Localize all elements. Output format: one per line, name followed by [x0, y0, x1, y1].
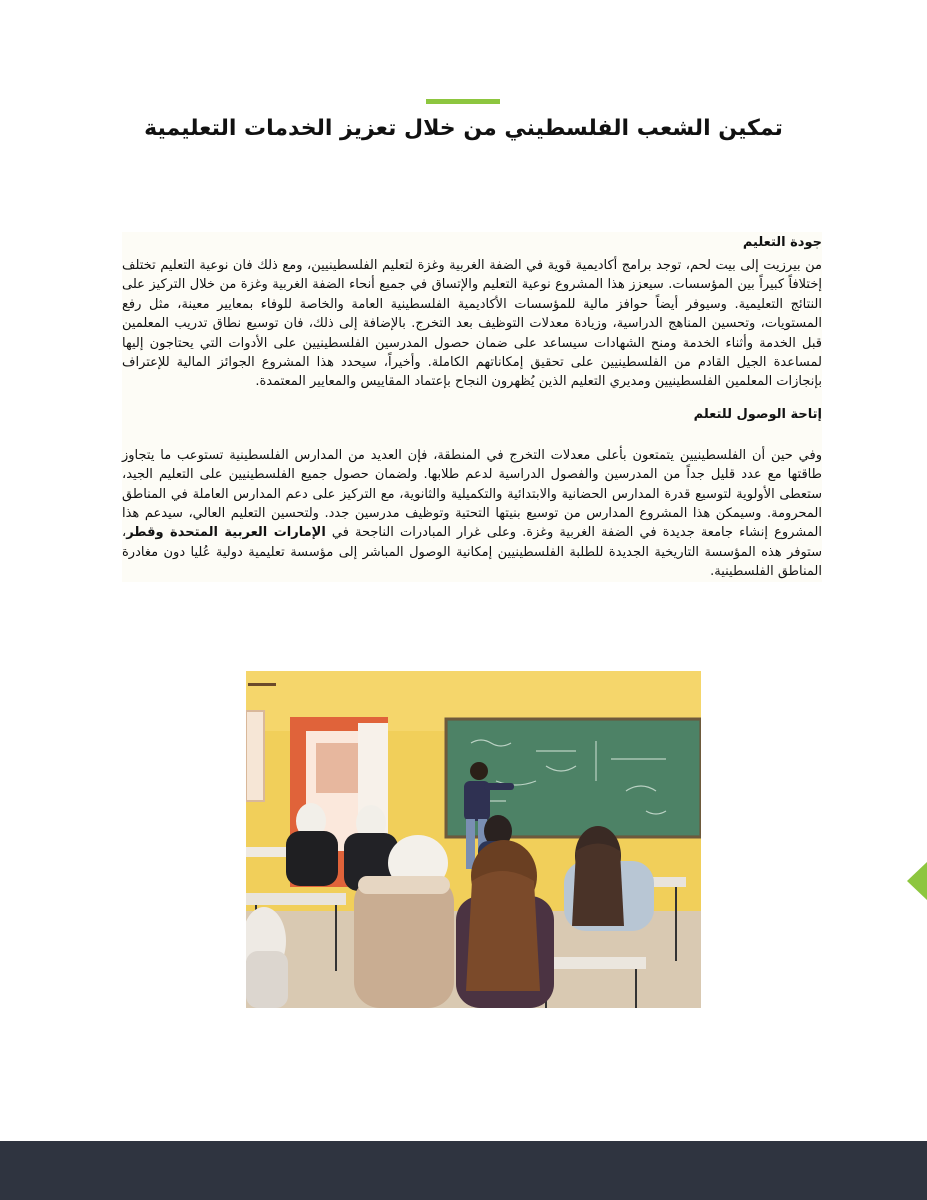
- side-arrow-icon: [907, 862, 927, 900]
- document-body: [122, 232, 822, 582]
- paragraph-text: وفي حين أن الفلسطينيين يتمتعون بأعلى معدلات التخرج في المنطقة، فإن العديد من المدارس الفلسطينية تستوعب ما يتجاوز طاقتها مع عدد قليل جداً من المدرسين والفصول الدراسية لدعم طلابها. ولضمان حصول جميع الفلسطينيين على التعليم الجيد، ستعطى الأولوية لتوسيع قدرة المدارس الحضانية والابتدائية والتكميلية والثانوية، مع التركيز على دعم المدارس العاملة في المناطق المحرومة. وسيمكن هذا المشروع المدارس من توسيع بنيتها التحتية وتوظيف مدرسين جدد. ولتحسين التعليم العالي، سيدعم هذا المشروع إنشاء جامعة جديدة في الضفة الغربية وغزة. وعلى غرار المبادرات الناجحة في: [122, 447, 822, 541]
- section-paragraph-quality: من بيرزيت إلى بيت لحم، توجد برامج أكاديمية قوية في الضفة الغربية وغزة لتعليم الفلسطينيين، ومع ذلك فان نوعية التعليم تختلف إختلافاً كبيراً بين المؤسسات. سيعزز هذا المشروع نوعية التعليم والإتساق في جميع أنحاء الضفة الغربية وغزة من خلال التركيز على النتائج التعليمية. وسيوفر أيضاً حوافز مالية للمؤسسات الأكاديمية الفلسطينية العامة والخاصة للوفاء بمعايير معينة، مثل رفع المستويات، وتحسين المناهج الدراسية، وزيادة معدلات التوظيف بعد التخرج. بالإضافة إلى ذلك، فان توسيع نطاق تدريب المعلمين قبل الخدمة وأثناء الخدمة ومنح الشهادات سيساعد على ضمان حصول المدرسين الفلسطينيين على الأدوات التي يحتاجون إليها لمساعدة الجيل القادم من الفلسطينيين على تحقيق إمكاناتهم الكاملة. وأخيراً، سيحدد هذا المشروع الجوائز المالية للإعتراف بإنجازات المعلمين الفلسطينيين ومديري التعليم الذين يُظهرون النجاح بإعتماد المقاييس والمعايير المعتمدة.: [122, 258, 822, 390]
- footer-bar: [0, 1141, 927, 1200]
- section-heading-quality: جودة التعليم: [742, 235, 822, 250]
- highlighted-countries: الإمارات العربية المتحدة وقطر: [126, 525, 326, 541]
- classroom-photo: [246, 671, 701, 1008]
- page-title: تمكين الشعب الفلسطيني من خلال تعزيز الخدمات التعليمية: [144, 116, 783, 141]
- section-heading-access: إتاحة الوصول للتعلم: [693, 406, 822, 422]
- paragraph-text-end: ، ستوفر هذه المؤسسة التاريخية الجديدة للطلبة الفلسطينيين إمكانية الوصول المباشر إلى مؤسسة تعليمية دولية عُليا دون مغادرة المناطق الفلسطينية.: [122, 525, 822, 580]
- section-paragraph-access: [122, 446, 822, 582]
- title-accent-line: [426, 99, 500, 104]
